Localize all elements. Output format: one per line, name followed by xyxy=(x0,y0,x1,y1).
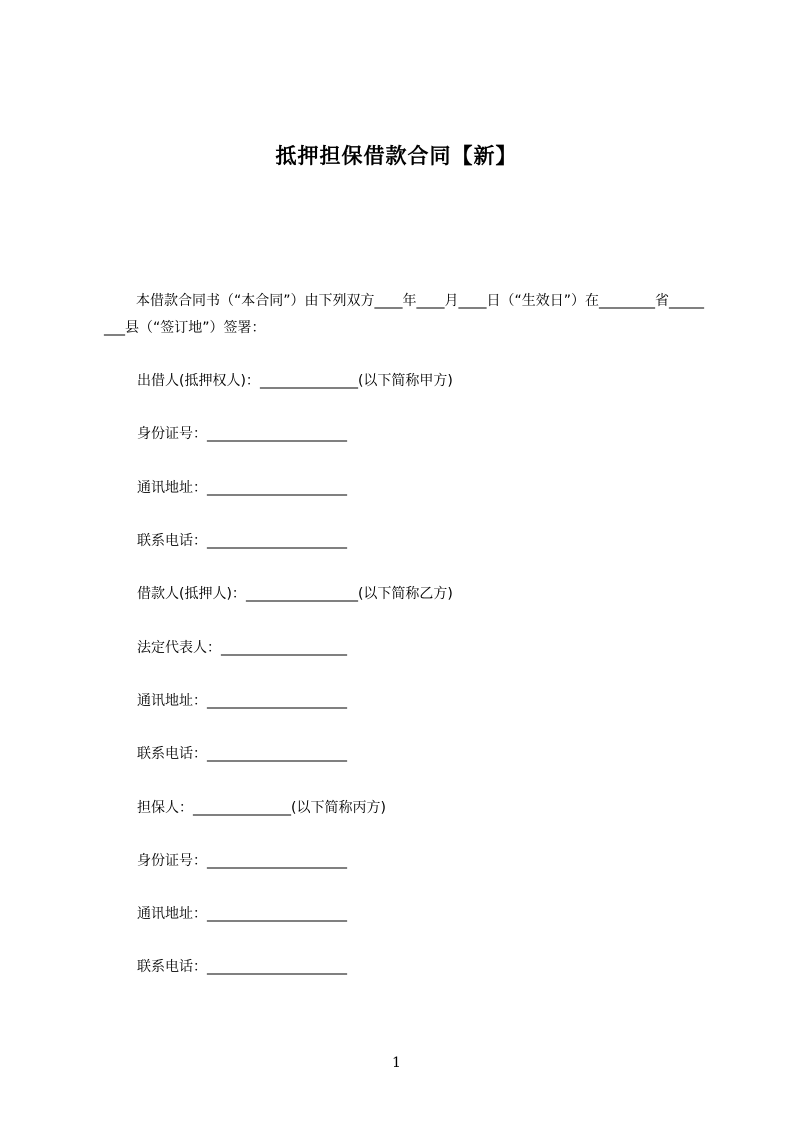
intro-paragraph: 本借款合同书（“本合同”）由下列双方____年____月____日（“生效日”）在________省________县（“签订地”）签署： xyxy=(104,293,705,336)
field-blank: ____________________ xyxy=(207,959,347,975)
field-label: 法定代表人： xyxy=(137,640,221,656)
field-label: 通讯地址： xyxy=(137,906,207,922)
field-blank: ________________ xyxy=(245,586,358,602)
field-suffix: (以下简称乙方) xyxy=(357,586,453,602)
field-blank: __________________ xyxy=(221,640,347,656)
field-label: 联系电话： xyxy=(137,746,207,762)
field-label: 借款人(抵押人)： xyxy=(137,586,246,602)
field-blank: ______________ xyxy=(193,800,291,816)
field-label: 身份证号： xyxy=(137,426,207,442)
guarantor-phone-line xyxy=(137,957,347,977)
field-label: 担保人： xyxy=(137,800,193,816)
lender-phone-line xyxy=(137,531,347,551)
field-label: 联系电话： xyxy=(137,959,207,975)
borrower-address-line xyxy=(137,691,347,711)
field-label: 通讯地址： xyxy=(137,480,207,496)
field-label: 联系电话： xyxy=(137,533,207,549)
field-blank: ____________________ xyxy=(207,746,347,762)
field-blank: ____________________ xyxy=(207,533,347,549)
field-blank: ____________________ xyxy=(207,426,347,442)
field-label: 出借人(抵押权人)： xyxy=(137,373,260,389)
field-blank: ____________________ xyxy=(207,693,347,709)
page-number: 1 xyxy=(392,1055,401,1071)
lender-address-line xyxy=(137,478,347,498)
field-label: 通讯地址： xyxy=(137,693,207,709)
field-suffix: (以下简称丙方) xyxy=(291,800,386,816)
field-blank: ____________________ xyxy=(207,906,347,922)
legal-representative-line xyxy=(137,638,347,658)
field-blank: ______________ xyxy=(259,373,358,389)
lender-id-line xyxy=(137,424,347,444)
field-blank: ____________________ xyxy=(207,480,347,496)
guarantor-address-line xyxy=(137,904,347,924)
document-title: 抵押担保借款合同【新】 xyxy=(275,144,518,168)
borrower-line xyxy=(137,584,453,604)
borrower-phone-line xyxy=(137,744,347,764)
field-blank: ____________________ xyxy=(207,853,347,869)
guarantor-id-line xyxy=(137,851,347,871)
field-label: 身份证号： xyxy=(137,853,207,869)
lender-line xyxy=(137,371,453,391)
guarantor-line xyxy=(137,798,386,818)
field-suffix: (以下简称甲方) xyxy=(357,373,453,389)
